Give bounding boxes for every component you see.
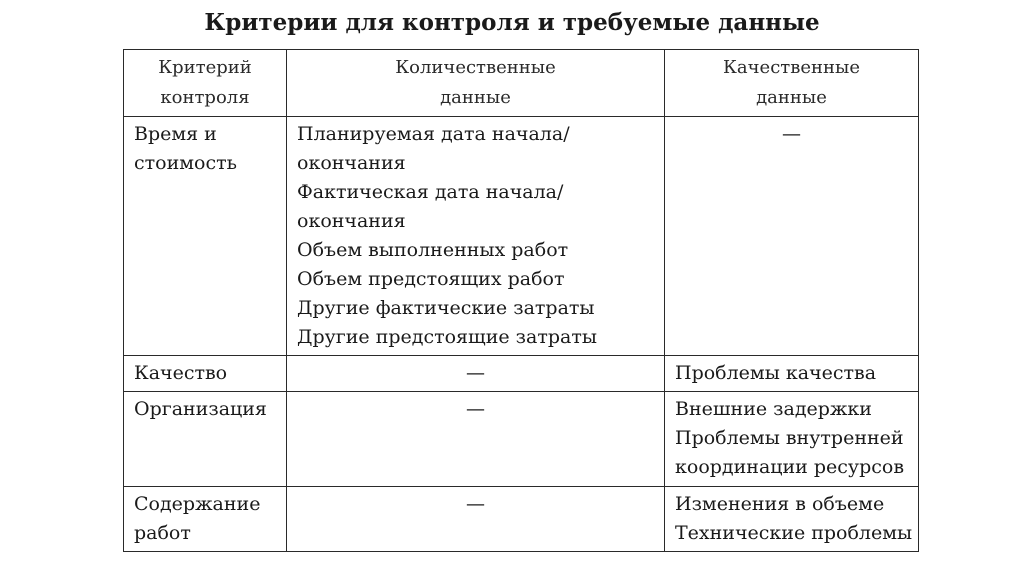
cell-text-line: стоимость xyxy=(134,152,237,174)
cell-text-line: Проблемы внутренней xyxy=(675,427,904,449)
cell-text-line: Проблемы качества xyxy=(675,362,877,384)
cell-text-line: Внешние задержки xyxy=(675,398,872,420)
cell-text-line: работ xyxy=(134,522,191,544)
qualitative-cell xyxy=(665,487,919,552)
cell-text-line: окончания xyxy=(297,210,406,232)
cell-text-line: Другие фактические затраты xyxy=(297,297,595,319)
dash-placeholder: — xyxy=(466,362,485,384)
dash-placeholder: — xyxy=(466,398,485,420)
header-qualitative xyxy=(665,50,919,117)
table-row xyxy=(124,487,919,552)
qualitative-cell xyxy=(665,117,919,356)
quantitative-cell xyxy=(287,487,665,552)
cell-text-line: Объем выполненных работ xyxy=(297,239,569,261)
header-quantitative xyxy=(287,50,665,117)
cell-text-line: Планируемая дата начала/ xyxy=(297,123,570,145)
cell-text-line: Другие предстоящие затраты xyxy=(297,326,597,348)
page-title: Критерии для контроля и требуемые данные xyxy=(204,9,820,36)
header-text-line: Качественные xyxy=(722,57,860,78)
quantitative-cell xyxy=(287,117,665,356)
header-text-line: Критерий xyxy=(158,57,252,78)
table-row xyxy=(124,392,919,487)
cell-text-line: Технические проблемы xyxy=(675,522,913,544)
criteria-table xyxy=(123,49,919,552)
qualitative-cell xyxy=(665,356,919,392)
table-header-row xyxy=(124,50,919,117)
quantitative-cell xyxy=(287,356,665,392)
quantitative-cell xyxy=(287,392,665,487)
qualitative-cell xyxy=(665,392,919,487)
cell-text-line: Фактическая дата начала/ xyxy=(297,181,564,203)
cell-text-line: окончания xyxy=(297,152,406,174)
table-row xyxy=(124,356,919,392)
criterion-cell xyxy=(124,392,287,487)
criterion-cell xyxy=(124,487,287,552)
cell-text-line: Объем предстоящих работ xyxy=(297,268,565,290)
criterion-cell xyxy=(124,356,287,392)
dash-placeholder: — xyxy=(782,123,801,145)
criterion-cell xyxy=(124,117,287,356)
table-row xyxy=(124,117,919,356)
cell-text-line: координации ресурсов xyxy=(675,456,905,478)
header-text-line: данные xyxy=(440,87,511,108)
cell-text-line: Время и xyxy=(134,123,217,145)
header-text-line: данные xyxy=(756,87,827,108)
header-text-line: контроля xyxy=(160,87,250,108)
cell-text-line: Содержание xyxy=(134,493,261,515)
cell-text-line: Организация xyxy=(134,398,267,420)
cell-text-line: Качество xyxy=(134,362,228,384)
dash-placeholder: — xyxy=(466,493,485,515)
header-text-line: Количественные xyxy=(395,57,556,78)
cell-text-line: Изменения в объеме xyxy=(675,493,885,515)
header-criterion xyxy=(124,50,287,117)
